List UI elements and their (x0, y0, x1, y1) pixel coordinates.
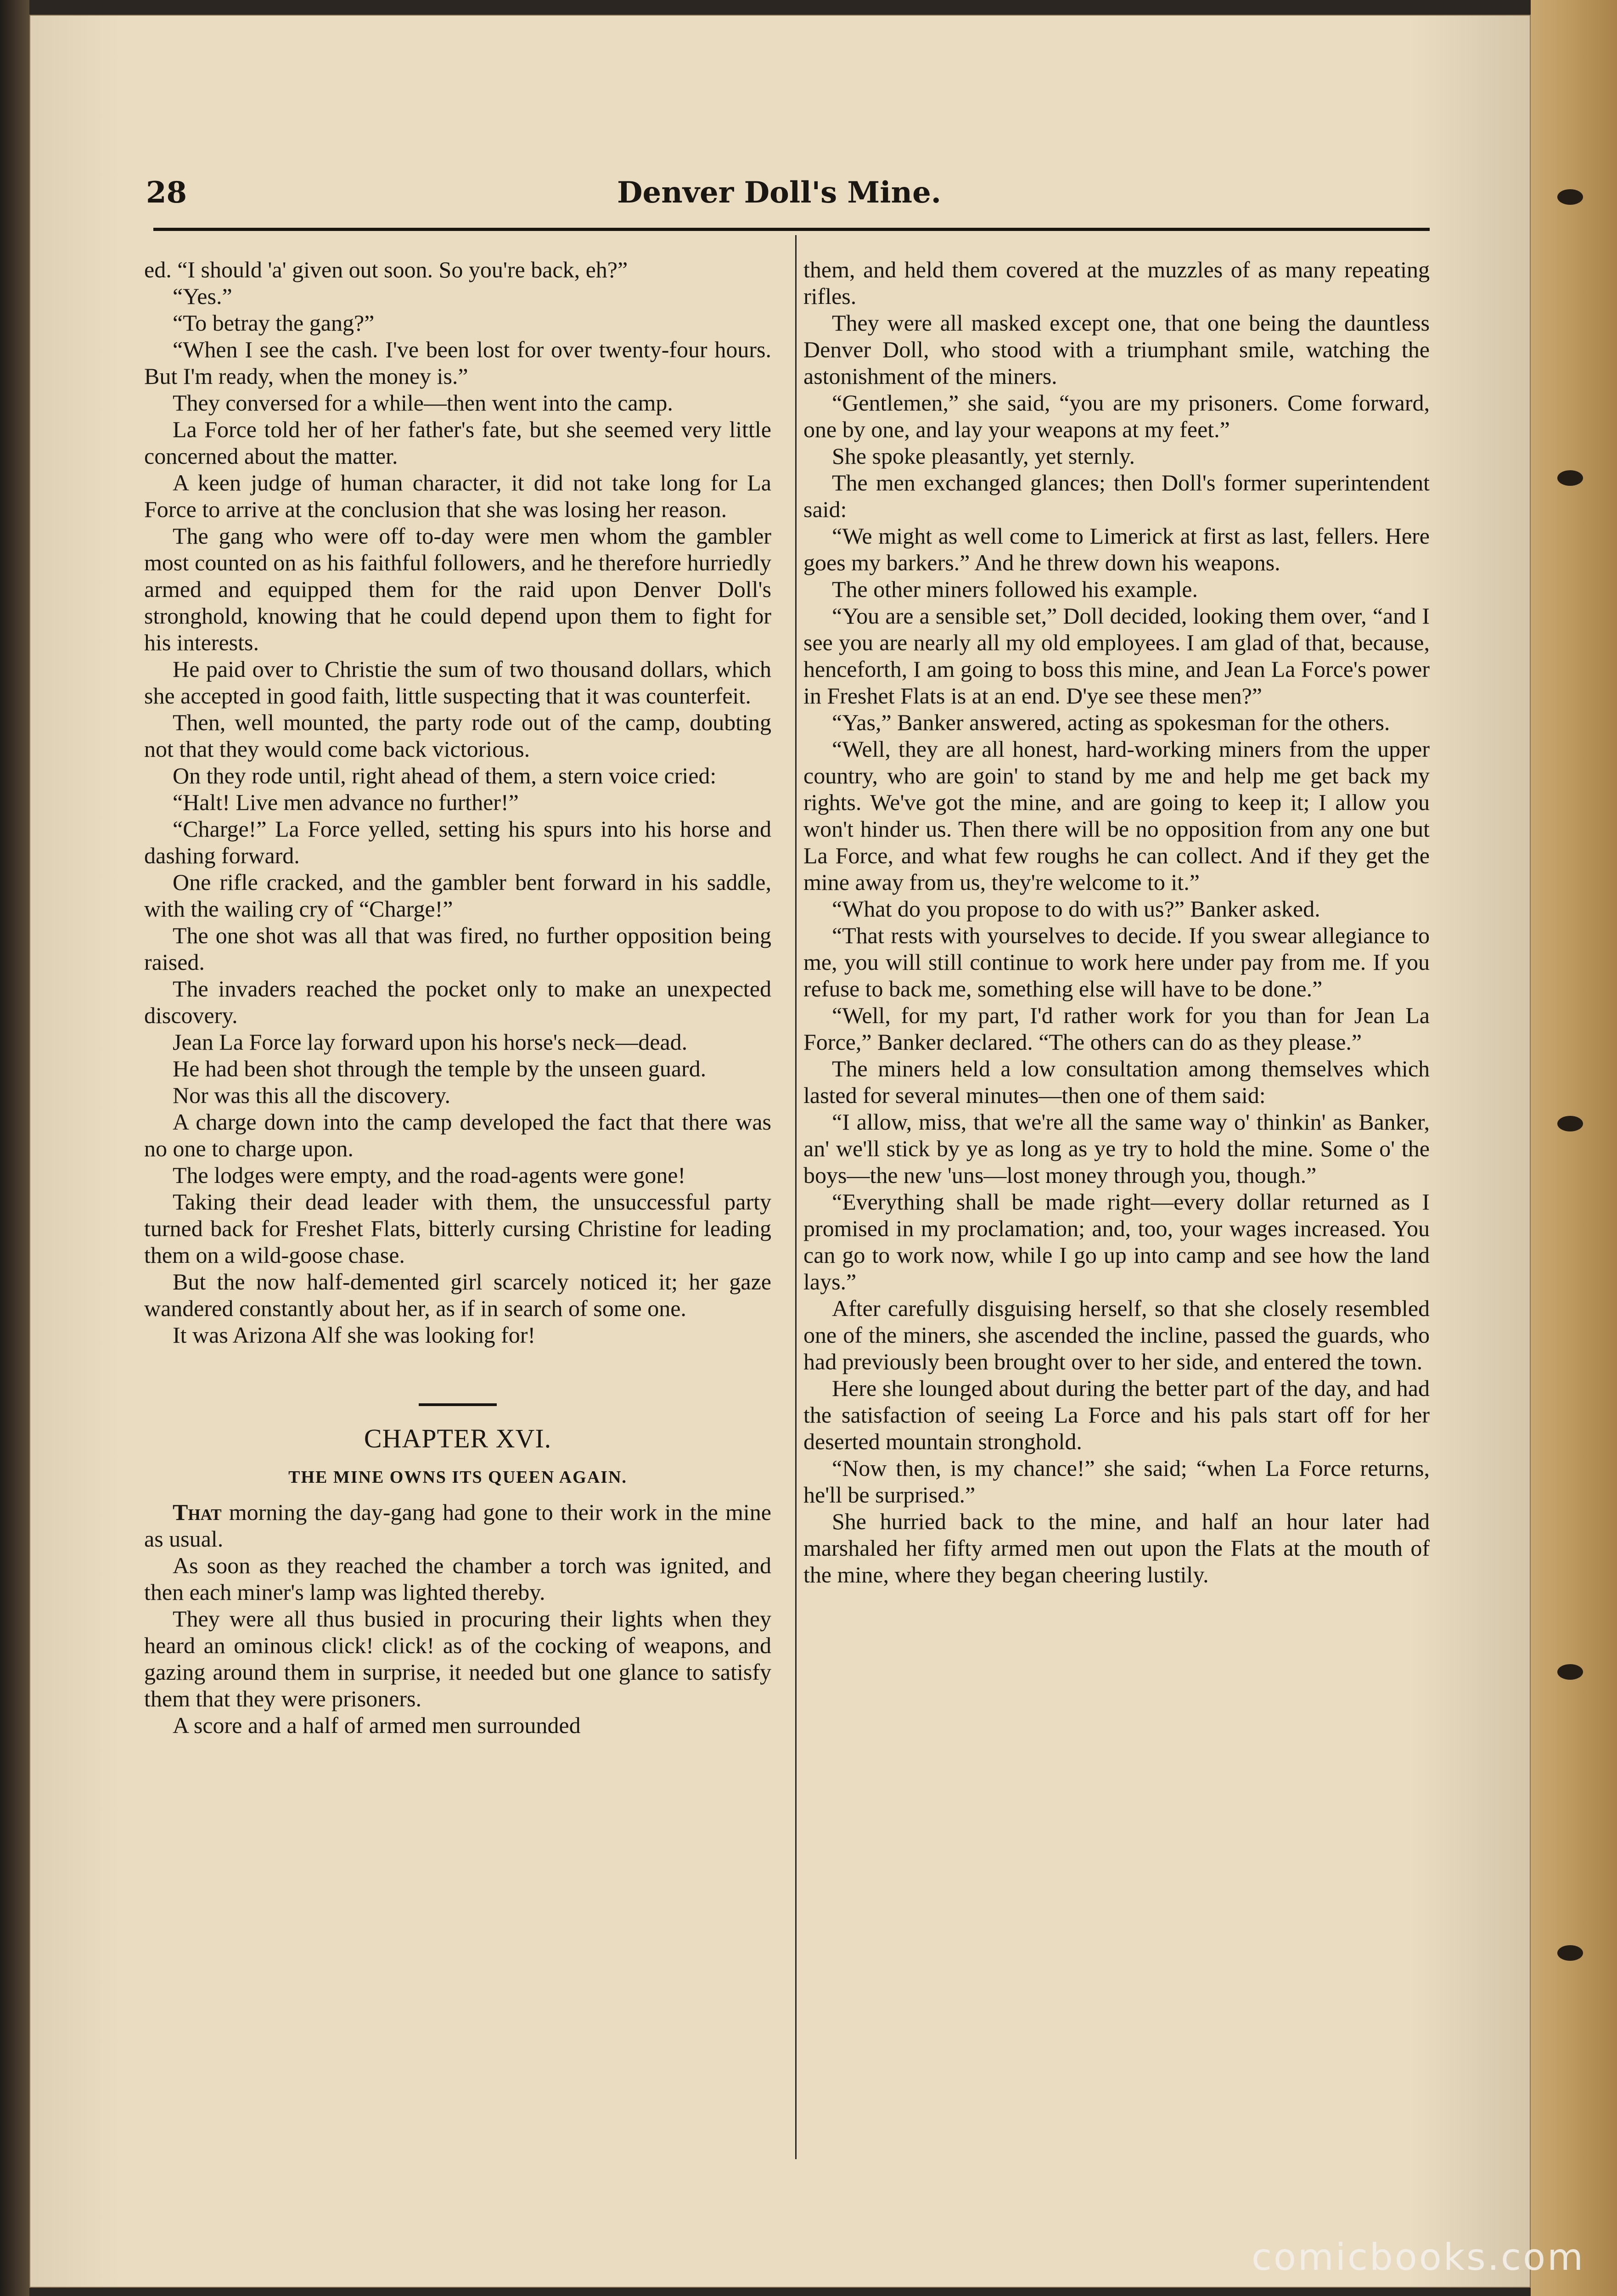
paragraph: She hurried back to the mine, and half an hour later had marshaled her fifty armed men out upon the Flats at the mouth of the mine, where they began cheering lustily. (803, 1508, 1430, 1587)
paragraph: La Force told her of her father's fate, but she seemed very little concerned about the matter. (144, 416, 771, 469)
watermark: comicbooks.com (1251, 2236, 1585, 2279)
right-paragraphs (803, 256, 1430, 1588)
paragraph: “Everything shall be made right—every dollar returned as I promised in my proclamation; and, too, your wages increased. You can go to work now, while I go up into camp and see how the land lays.” (803, 1189, 1430, 1294)
paragraph: them, and held them covered at the muzzles of as many repeating rifles. (803, 257, 1430, 309)
paragraph: The other miners followed his example. (832, 576, 1198, 602)
paragraph: He paid over to Christie the sum of two thousand dollars, which she accepted in good faith, little suspecting that it was counterfeit. (144, 656, 771, 709)
binding-hole (1557, 470, 1583, 486)
header-rule (153, 228, 1430, 231)
paragraph: “Well, they are all honest, hard-working miners from the upper country, who are goin' to stand by me and help me get back my rights. We've got the mine, and are going to keep it; I allow you won't hinder us. Then there will be no opposition from any one but La Force, and what few roughs he can collect. And if they get the mine away from us, they're welcome to it.” (803, 736, 1430, 895)
paragraph: “Well, for my part, I'd rather work for you than for Jean La Force,” Banker declared. “The others can do as they please.” (803, 1002, 1430, 1055)
left-paragraphs-before-chapter (144, 256, 771, 1348)
paragraph: “What do you propose to do with us?” Banker asked. (832, 896, 1320, 922)
paragraph: “Yes.” (173, 283, 232, 309)
column-divider (795, 235, 797, 2159)
paragraph: “Charge!” La Force yelled, setting his spurs into his horse and dashing forward. (144, 816, 771, 868)
chapter-first-paragraph-text: morning the day-gang had gone to their work in the mine as usual. (144, 1499, 771, 1552)
paragraph: The invaders reached the pocket only to make an unexpected discovery. (144, 976, 771, 1028)
left-paragraphs-after-chapter (144, 1552, 771, 1739)
paragraph: The gang who were off to-day were men whom the gambler most counted on as his faithful followers, and he therefore hurriedly armed and equipped them for the raid upon Denver Doll's stronghold, knowing that he could depend upon them to fight for his interests. (144, 523, 771, 655)
binding-hole (1557, 1945, 1583, 1961)
binding-hole (1557, 1116, 1583, 1131)
paragraph: The one shot was all that was fired, no further opposition being raised. (144, 923, 771, 975)
page-left-edge (0, 0, 29, 2296)
paragraph: “Halt! Live men advance no further!” (173, 789, 519, 815)
chapter-divider-rule (419, 1403, 497, 1406)
running-title: Denver Doll's Mine. (617, 175, 942, 210)
paragraph: “You are a sensible set,” Doll decided, looking them over, “and I see you are nearly all my old employees. I am glad of that, because, henceforth, I am going to boss this mine, and Jean La Force's power in Freshet Flats is at an end. D'ye see these men?” (803, 603, 1430, 709)
paragraph: Jean La Force lay forward upon his horse's neck—dead. (173, 1029, 688, 1055)
paragraph: Taking their dead leader with them, the unsuccessful party turned back for Freshet Flats, bitterly cursing Christine for leading them on a wild-goose chase. (144, 1189, 771, 1268)
paragraph: The lodges were empty, and the road-agents were gone! (173, 1162, 686, 1188)
page-number: 28 (146, 175, 187, 210)
paragraph: But the now half-demented girl scarcely noticed it; her gaze wandered constantly about her, as if in search of some one. (144, 1269, 771, 1321)
paragraph: After carefully disguising herself, so that she closely resembled one of the miners, she ascended the incline, passed the guards, who had previously been brought over to her side, and entered the town. (803, 1295, 1430, 1374)
paragraph: A charge down into the camp developed the fact that there was no one to charge upon. (144, 1109, 771, 1161)
right-text-column (803, 256, 1430, 1588)
chapter-subtitle: THE MINE OWNS ITS QUEEN AGAIN. (288, 1468, 627, 1487)
paragraph: “When I see the cash. I've been lost for over twenty-four hours. But I'm ready, when the money is.” (144, 337, 771, 389)
paragraph: “Gentlemen,” she said, “you are my prisoners. Come forward, one by one, and lay your weapons at my feet.” (803, 390, 1430, 442)
chapter-heading: CHAPTER XVI. (364, 1424, 552, 1453)
paragraph: He had been shot through the temple by the unseen guard. (173, 1056, 707, 1081)
paragraph: “We might as well come to Limerick at first as last, fellers. Here goes my barkers.” And he threw down his weapons. (803, 523, 1430, 575)
paragraph: She spoke pleasantly, yet sternly. (832, 443, 1135, 469)
paragraph: ed. “I should 'a' given out soon. So you're back, eh?” (144, 257, 628, 282)
paragraph: As soon as they reached the chamber a torch was ignited, and then each miner's lamp was lighted thereby. (144, 1553, 771, 1605)
paragraph: On they rode until, right ahead of them, a stern voice cried: (173, 763, 717, 788)
paragraph: “That rests with yourselves to decide. If you swear allegiance to me, you will still continue to work here under pay from me. If you refuse to back me, something else will have to be done.” (803, 923, 1430, 1002)
paragraph: “Now then, is my chance!” she said; “when La Force returns, he'll be surprised.” (803, 1455, 1430, 1508)
paragraph: “Yas,” Banker answered, acting as spokesman for the others. (832, 709, 1390, 735)
paragraph: A score and a half of armed men surrounded (173, 1712, 581, 1738)
paragraph: The men exchanged glances; then Doll's former superintendent said: (803, 470, 1430, 522)
chapter-first-paragraph (144, 1499, 771, 1552)
paragraph: Then, well mounted, the party rode out of the camp, doubting not that they would come back victorious. (144, 709, 771, 762)
paragraph: They were all masked except one, that one being the dauntless Denver Doll, who stood with a triumphant smile, watching the astonishment of the miners. (803, 310, 1430, 389)
paragraph: They conversed for a while—then went into the camp. (173, 390, 673, 416)
paragraph: “To betray the gang?” (173, 310, 375, 336)
paragraph: One rifle cracked, and the gambler bent forward in his saddle, with the wailing cry of “Charge!” (144, 869, 771, 922)
binding-hole (1557, 1664, 1583, 1680)
paragraph: Here she lounged about during the better part of the day, and had the satisfaction of seeing La Force and his pals start off for her deserted mountain stronghold. (803, 1375, 1430, 1454)
chapter-lead-word: That (173, 1499, 222, 1525)
paragraph: A keen judge of human character, it did not take long for La Force to arrive at the conclusion that she was losing her reason. (144, 470, 771, 522)
paragraph: The miners held a low consultation among themselves which lasted for several minutes—then one of them said: (803, 1056, 1430, 1108)
paragraph: “I allow, miss, that we're all the same way o' thinkin' as Banker, an' we'll stick by ye as long as ye try to hold the mine. Some o' the boys—the new 'uns—lost money through you, though.” (803, 1109, 1430, 1188)
paragraph: It was Arizona Alf she was looking for! (173, 1322, 536, 1348)
left-text-column (144, 256, 771, 1739)
paragraph: They were all thus busied in procuring their lights when they heard an ominous click! click! as of the cocking of weapons, and gazing around them in surprise, it needed but one glance to satisfy them that they were prisoners. (144, 1606, 771, 1711)
binding-hole (1557, 189, 1583, 205)
page-header (112, 171, 1430, 226)
paragraph: Nor was this all the discovery. (173, 1082, 450, 1108)
